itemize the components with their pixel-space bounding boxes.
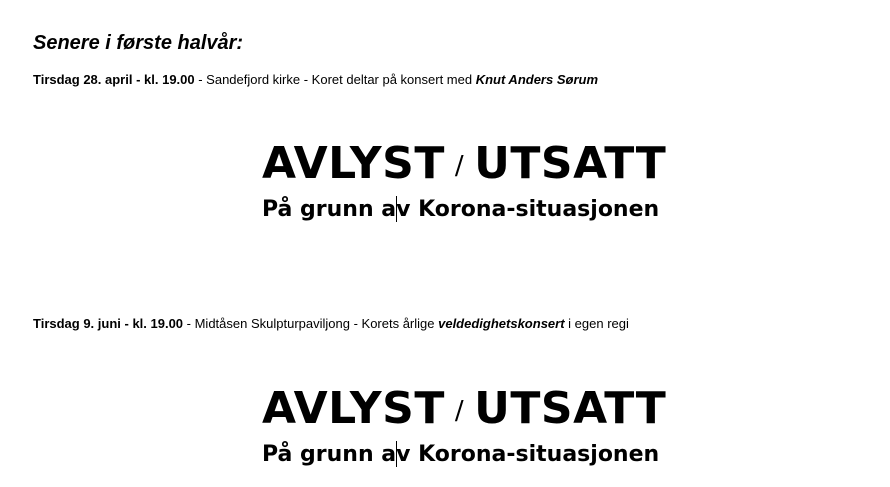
event-line-2 [33, 316, 629, 331]
event-description: - Midtåsen Skulpturpaviljong - Korets årlige [183, 316, 439, 331]
slash-separator: / [454, 151, 465, 181]
section-heading: Senere i første halvår: [33, 32, 244, 54]
event-performer: Knut Anders Sørum [475, 72, 599, 87]
event-line-1 [33, 72, 598, 87]
cancellation-reason [262, 441, 666, 468]
cancellation-title [262, 138, 666, 196]
reason-text-start: På grunn a [262, 197, 397, 222]
reason-text-end: v Korona-situasjonen [396, 197, 660, 222]
cancellation-notice-2 [262, 383, 666, 468]
cancellation-reason [262, 196, 666, 223]
event-concert-name: veldedighetskonsert [438, 316, 565, 331]
reason-text-start: På grunn a [262, 442, 397, 467]
cancellation-title [262, 383, 666, 441]
cancelled-label: AVLYST [262, 138, 445, 189]
slash-separator: / [454, 396, 465, 426]
event-date: Tirsdag 28. april - kl. 19.00 [33, 72, 195, 87]
event-description: - Sandefjord kirke - Koret deltar på konsert med [194, 72, 476, 87]
cancellation-notice-1 [262, 138, 666, 223]
cancelled-label: AVLYST [262, 383, 445, 434]
reason-text-end: v Korona-situasjonen [396, 442, 660, 467]
postponed-label: UTSATT [474, 138, 667, 189]
event-description-tail: i egen regi [564, 316, 629, 331]
event-date: Tirsdag 9. juni - kl. 19.00 [33, 316, 184, 331]
postponed-label: UTSATT [474, 383, 667, 434]
